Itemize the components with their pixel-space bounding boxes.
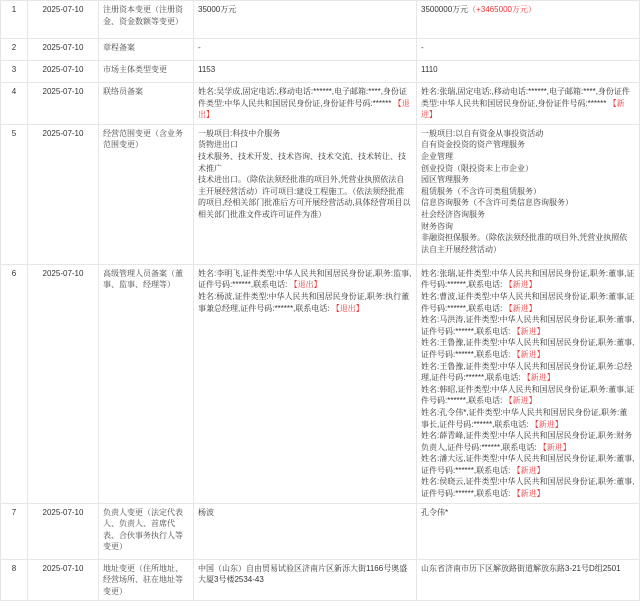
before-change <box>194 39 417 61</box>
change-text: 一般项目:科技中介服务 <box>198 128 281 138</box>
status-tag: 【新进】 <box>512 465 545 475</box>
row-change-item: 地址变更（住所地址、经营场所、驻在地址等变更） <box>99 559 194 601</box>
change-text: 杨波 <box>198 507 214 517</box>
change-line <box>421 291 635 314</box>
change-text: 3500000万元 <box>421 5 469 14</box>
before-change <box>194 559 417 601</box>
change-text: - <box>198 43 201 52</box>
change-text: 1153 <box>198 65 216 74</box>
row-date: 2025-07-10 <box>28 39 99 61</box>
change-text: 企业管理 <box>421 151 453 161</box>
change-line <box>198 563 412 586</box>
change-line <box>421 453 635 476</box>
change-line <box>198 128 412 140</box>
change-line <box>421 563 635 575</box>
after-change <box>417 39 640 61</box>
change-text: 创业投资（限投资未上市企业） <box>421 163 533 173</box>
change-line <box>421 64 635 76</box>
change-line <box>421 232 635 255</box>
change-line <box>421 430 635 453</box>
change-line <box>198 268 412 291</box>
change-line <box>421 361 635 384</box>
change-line <box>421 128 635 140</box>
change-text: 姓名:马洪涛,证件类型:中华人民共和国居民身份证,职务:董事,证件号码:******,联系电话: <box>421 315 635 336</box>
after-change <box>417 124 640 264</box>
change-line <box>198 42 412 54</box>
row-change-item: 市场主体类型变更 <box>99 61 194 83</box>
row-change-item: 章程备案 <box>99 39 194 61</box>
change-text: 财务咨询 <box>421 221 453 231</box>
after-change <box>417 503 640 559</box>
change-text: 信息咨询服务（不含许可类信息咨询服务） <box>421 198 573 208</box>
status-tag: 【新进】 <box>538 442 571 452</box>
change-text: 中国（山东）自由贸易试验区济南片区新泺大街1166号奥盛大厦3号楼2534-43 <box>198 563 408 585</box>
change-text: - <box>421 43 424 52</box>
change-text: 一般项目:以自有资金从事投资活动 <box>421 128 544 138</box>
status-tag: 【新进】 <box>421 98 625 120</box>
status-tag: （+3465000万元） <box>468 5 536 14</box>
before-change <box>194 61 417 83</box>
change-line <box>421 337 635 360</box>
status-tag: 【新进】 <box>530 419 563 429</box>
change-text: 姓名:张瑞,固定电话:,移动电话:******,电子邮箱:****,身份证件类型:中华人民共和国居民身份证,身份证件号码:****** <box>421 87 630 108</box>
change-line <box>421 268 635 291</box>
change-text: 技术服务、技术开发、技术咨询、技术交流、技术转让、技术推广 <box>198 151 406 173</box>
change-line <box>198 151 412 174</box>
change-text: 姓名:潘大远,证件类型:中华人民共和国居民身份证,职务:董事,证件号码:******,联系电话: <box>421 454 635 475</box>
change-line <box>421 209 635 221</box>
before-change <box>194 503 417 559</box>
change-text: 园区管理服务 <box>421 175 469 185</box>
change-line <box>421 86 635 121</box>
change-line <box>421 507 635 519</box>
after-change <box>417 559 640 601</box>
change-line <box>421 314 635 337</box>
status-tag: 【新进】 <box>504 303 537 313</box>
change-line <box>421 407 635 430</box>
row-index: 3 <box>1 61 28 83</box>
table-row <box>1 124 640 264</box>
status-tag: 【新进】 <box>522 373 555 383</box>
change-text: 1110 <box>421 65 438 74</box>
row-change-item: 高级管理人员备案（董事、监事、经理等） <box>99 264 194 503</box>
change-text: 姓名:吴学成,固定电话:,移动电话:******,电子邮箱:****,身份证件类型:中华人民共和国居民身份证,身份证件号码:****** <box>198 87 407 108</box>
change-text: 租赁服务（不含许可类租赁服务） <box>421 186 541 196</box>
before-change <box>194 83 417 125</box>
change-text: 非融资担保服务。（除依法须经批准的项目外,凭营业执照依法自主开展经营活动） <box>421 233 628 254</box>
before-change <box>194 124 417 264</box>
change-line <box>198 139 412 151</box>
change-line <box>421 384 635 407</box>
table-row <box>1 503 640 559</box>
change-line <box>198 174 412 220</box>
change-text: 姓名:韩昭,证件类型:中华人民共和国居民身份证,职务:董事,证件号码:******,联系电话: <box>421 384 635 406</box>
row-index: 8 <box>1 559 28 601</box>
row-change-item: 负责人变更（法定代表人、负责人、首席代表、合伙事务执行人等变更） <box>99 503 194 559</box>
change-line <box>421 4 635 16</box>
status-tag: 【新进】 <box>512 326 545 336</box>
change-text: 姓名:侯晓云,证件类型:中华人民共和国居民身份证,职务:董事,证件号码:******,联系电话: <box>421 477 635 499</box>
status-tag: 【新进】 <box>504 280 537 290</box>
change-text: 货物进出口 <box>198 140 238 150</box>
row-date: 2025-07-10 <box>28 559 99 601</box>
row-index: 7 <box>1 503 28 559</box>
row-index: 4 <box>1 83 28 125</box>
table-row <box>1 1 640 39</box>
row-index: 1 <box>1 1 28 39</box>
change-text: 姓名:李明飞,证件类型:中华人民共和国居民身份证,职务:监事,证件号码:******,联系电话: <box>198 268 412 290</box>
after-change <box>417 83 640 125</box>
row-change-item: 联络员备案 <box>99 83 194 125</box>
change-text: 姓名:王鲁豫,证件类型:中华人民共和国居民身份证,职务:总经理,证件号码:******,联系电话: <box>421 361 633 383</box>
change-text: 自有资金投资的资产管理服务 <box>421 140 525 150</box>
change-line <box>198 507 412 519</box>
change-line <box>421 42 635 54</box>
row-date: 2025-07-10 <box>28 264 99 503</box>
table-row <box>1 559 640 601</box>
table-row <box>1 39 640 61</box>
row-index: 6 <box>1 264 28 503</box>
status-tag: 【新进】 <box>512 349 545 359</box>
status-tag: 【退出】 <box>331 303 364 313</box>
change-line <box>421 186 635 198</box>
change-text: 姓名:杨波,证件类型:中华人民共和国居民身份证,职务:执行董事兼总经理,证件号码:******,联系电话: <box>198 291 410 313</box>
table-row <box>1 83 640 125</box>
change-line <box>421 174 635 186</box>
before-change <box>194 1 417 39</box>
row-index: 2 <box>1 39 28 61</box>
status-tag: 【新进】 <box>504 396 537 406</box>
row-change-item: 经营范围变更（含业务范围变更） <box>99 124 194 264</box>
row-change-item: 注册资本变更（注册资金、资金数额等变更） <box>99 1 194 39</box>
change-text: 35000万元 <box>198 5 237 14</box>
change-text: 姓名:曹波,证件类型:中华人民共和国居民身份证,职务:董事,证件号码:******,联系电话: <box>421 291 635 313</box>
change-text: 社会经济咨询服务 <box>421 209 485 219</box>
change-line <box>421 139 635 151</box>
status-tag: 【退出】 <box>289 280 322 290</box>
change-line <box>198 4 412 16</box>
status-tag: 【新进】 <box>512 489 545 499</box>
row-date: 2025-07-10 <box>28 83 99 125</box>
after-change <box>417 264 640 503</box>
change-line <box>198 291 412 314</box>
change-line <box>198 64 412 76</box>
status-tag: 【退出】 <box>198 98 410 120</box>
row-date: 2025-07-10 <box>28 1 99 39</box>
change-text: 姓名:张瑞,证件类型:中华人民共和国居民身份证,职务:董事,证件号码:******,联系电话: <box>421 268 635 290</box>
change-line <box>421 151 635 163</box>
table-row <box>1 264 640 503</box>
table-row <box>1 61 640 83</box>
change-line <box>421 476 635 499</box>
change-text: 山东省济南市历下区解放路街道解放东路3-21号D组2501 <box>421 563 621 573</box>
change-line <box>421 221 635 233</box>
before-change <box>194 264 417 503</box>
row-date: 2025-07-10 <box>28 124 99 264</box>
change-text: 孔令伟* <box>421 507 449 517</box>
row-date: 2025-07-10 <box>28 503 99 559</box>
change-text: 姓名:薛青峰,证件类型:中华人民共和国居民身份证,职务:财务负责人,证件号码:******,联系电话: <box>421 431 633 452</box>
row-index: 5 <box>1 124 28 264</box>
change-text: 姓名:王鲁豫,证件类型:中华人民共和国居民身份证,职务:董事,证件号码:******,联系电话: <box>421 338 635 359</box>
change-line <box>421 163 635 175</box>
after-change <box>417 61 640 83</box>
change-line <box>421 197 635 209</box>
after-change <box>417 1 640 39</box>
change-text: 技术进出口。（除依法须经批准的项目外,凭营业执照依法自主开展经营活动）许可项目:建设工程施工。（依法须经批准的项目,经相关部门批准后方可开展经营活动,具体经营项目以相关部门批准文件或许可证件为准） <box>198 175 411 219</box>
change-text: 姓名:孔令伟*,证件类型:中华人民共和国居民身份证,职务:董事长,证件号码:******,联系电话: <box>421 407 628 429</box>
row-date: 2025-07-10 <box>28 61 99 83</box>
change-line <box>198 86 412 121</box>
